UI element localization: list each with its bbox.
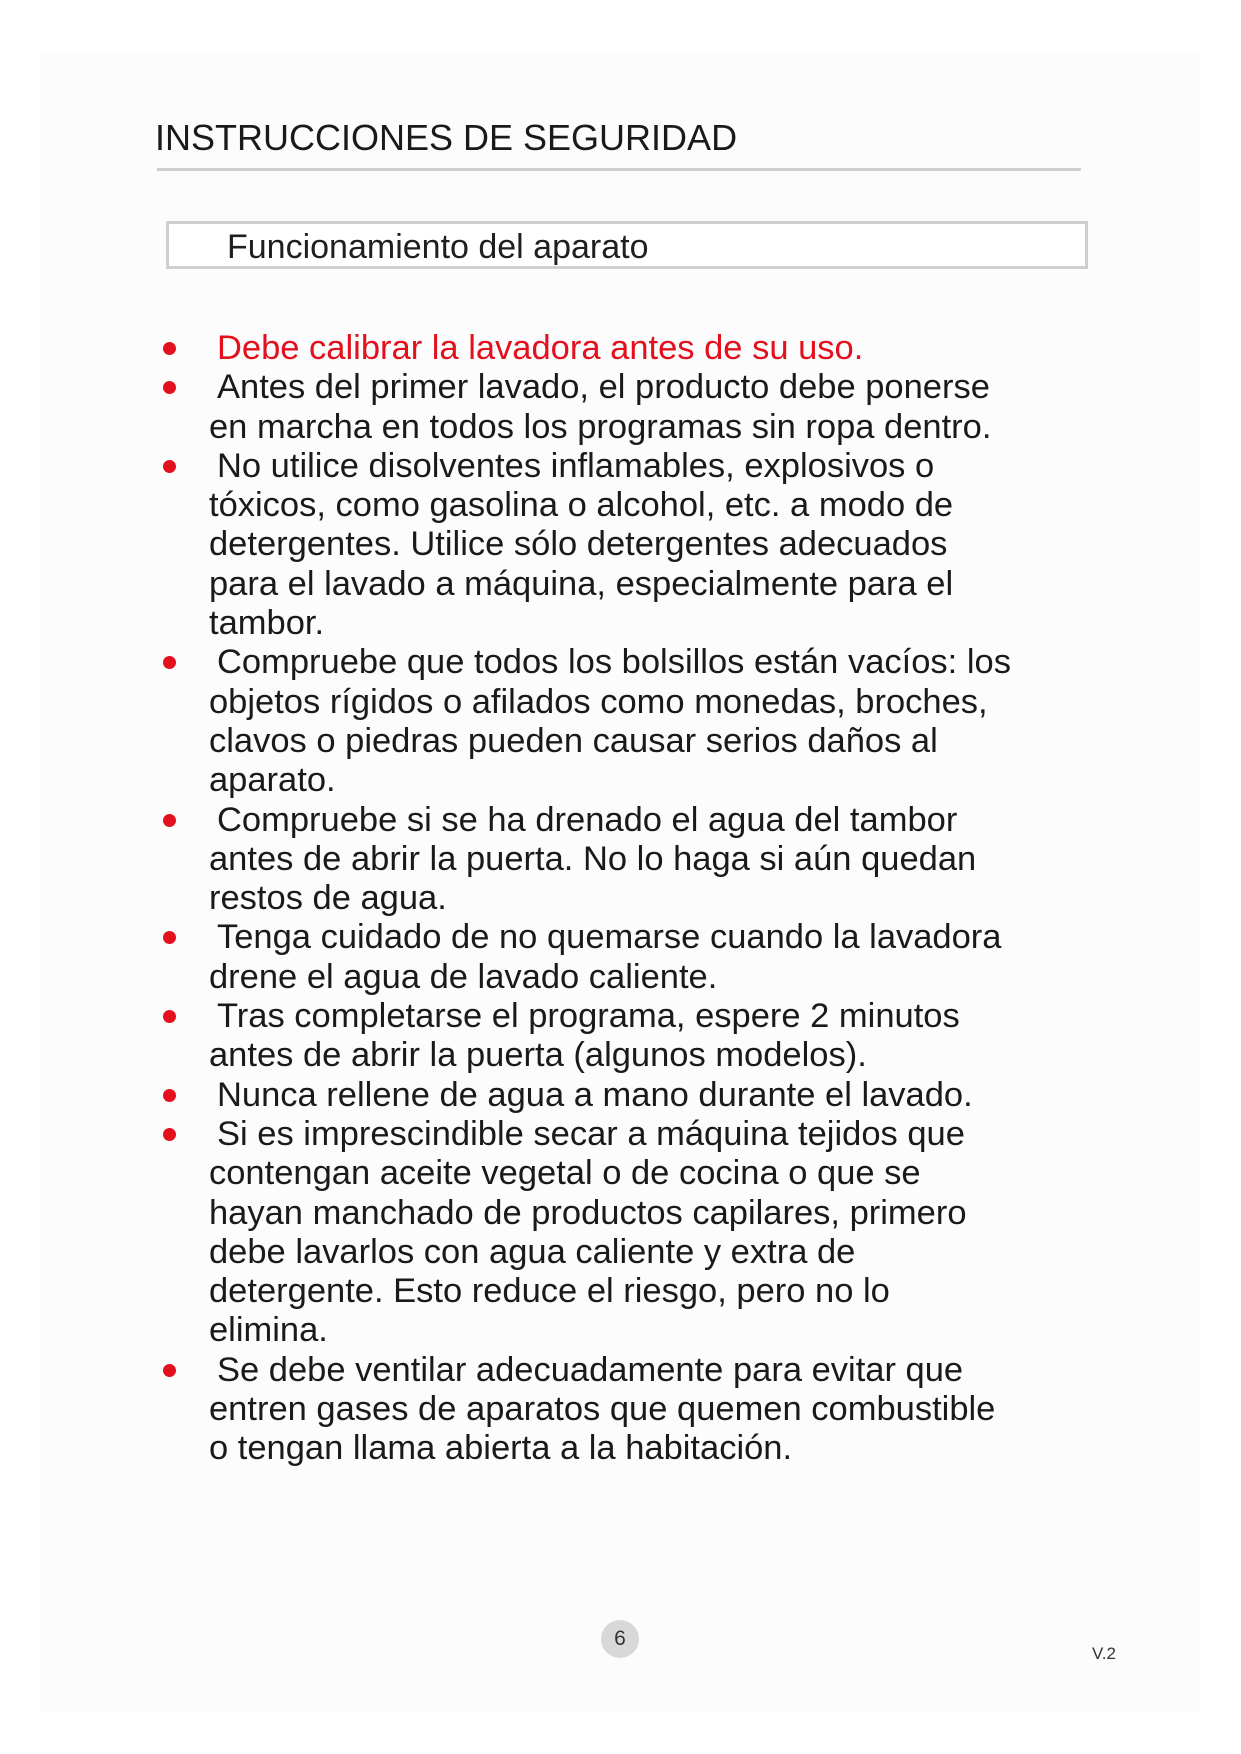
text-line: elimina. [209,1311,328,1350]
list-item-text [209,368,1100,447]
list-item-text [209,446,1100,643]
text-line: antes de abrir la puerta (algunos modelos). [209,1036,867,1075]
text-line: drene el agua de lavado caliente. [209,957,718,996]
list-item-highlighted [160,329,1100,368]
list-item [160,1076,1100,1115]
bullet-icon [163,1364,176,1377]
text-line: debe lavarlos con agua caliente y extra de [209,1232,856,1271]
text-line: detergente. Esto reduce el riesgo, pero no lo [209,1272,890,1311]
list-item-text [209,1114,1100,1351]
text-line: detergentes. Utilice sólo detergentes adecuados [209,525,948,564]
text-line: No utilice disolventes inflamables, explosivos o [217,446,935,485]
text-line: Debe calibrar la lavadora antes de su uso. [217,329,864,367]
text-line: Antes del primer lavado, el producto debe ponerse [217,368,990,407]
list-item-text [209,918,1100,997]
text-line: Se debe ventilar adecuadamente para evitar que [217,1350,964,1389]
text-line: aparato. [209,761,336,800]
list-item [160,801,1100,919]
text-line: Compruebe si se ha drenado el agua del tambor [217,800,958,839]
list-item-text [209,997,1100,1076]
text-line: Nunca rellene de agua a mano durante el lavado. [217,1075,973,1114]
list-item-text [209,1350,1100,1469]
bullet-icon [163,460,176,473]
bullet-icon [163,1128,176,1141]
version-label: V.2 [1092,1644,1116,1663]
bullet-icon [163,342,176,355]
text-line: clavos o piedras pueden causar serios daños al [209,721,938,760]
text-line: objetos rígidos o afilados como monedas, broches, [209,682,988,721]
text-line: antes de abrir la puerta. No lo haga si aún quedan [209,839,977,878]
text-line: entren gases de aparatos que quemen combustible [209,1390,996,1429]
text-line: Si es imprescindible secar a máquina tejidos que [217,1114,965,1153]
page-number-badge: 6 [601,1620,639,1658]
list-item [160,997,1100,1076]
text-line: hayan manchado de productos capilares, primero [209,1193,967,1232]
text-line: restos de agua. [209,879,447,918]
text-line: Tras completarse el programa, espere 2 minutos [217,997,960,1036]
list-item [160,1351,1100,1469]
list-item-text [209,643,1100,800]
text-line: Tenga cuidado de no quemarse cuando la lavadora [217,918,1002,957]
text-line: tambor. [209,604,325,643]
bullet-icon [163,931,176,944]
bullet-icon [163,381,176,394]
list-item [160,1115,1100,1351]
section-header-box [166,221,1088,269]
list-item-text [217,1076,1100,1115]
text-line: tóxicos, como gasolina o alcohol, etc. a modo de [209,486,954,525]
bullet-icon [163,656,176,669]
bullet-icon [163,1089,176,1102]
text-line: en marcha en todos los programas sin ropa dentro. [209,407,992,446]
text-line: contengan aceite vegetal o de cocina o que se [209,1154,921,1193]
page-title: INSTRUCCIONES DE SEGURIDAD [155,117,738,158]
list-item [160,643,1100,800]
text-line: Compruebe que todos los bolsillos están vacíos: los [217,643,1011,682]
list-item-text [209,800,1100,919]
text-line: para el lavado a máquina, especialmente para el [209,564,954,603]
text-line: o tengan llama abierta a la habitación. [209,1429,793,1468]
list-item [160,447,1100,643]
list-item [160,368,1100,447]
section-title: Funcionamiento del aparato [227,228,649,266]
title-divider [157,168,1081,171]
bullet-icon [163,1010,176,1023]
list-item [160,918,1100,997]
bullet-icon [163,814,176,827]
list-item-text [217,329,1100,368]
safety-instructions-list [160,329,1100,1469]
